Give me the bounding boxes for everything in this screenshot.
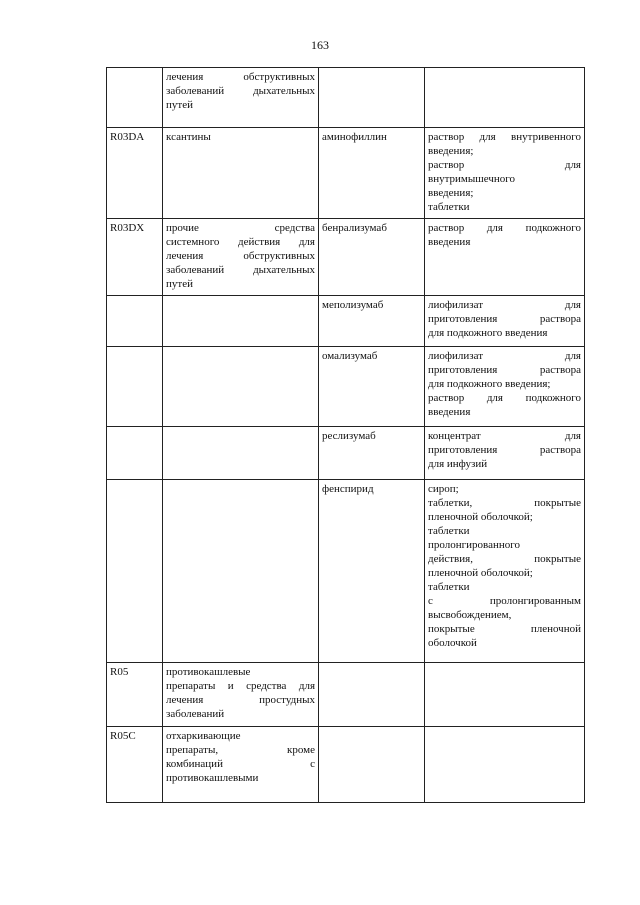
drug-name-cell: аминофиллин [319, 128, 425, 219]
dosage-form-line: введения; [428, 187, 474, 199]
table-row [107, 296, 585, 347]
group-name-line: путей [166, 278, 193, 290]
dosage-form-line: высвобождением, [428, 609, 512, 621]
group-name-cell [163, 347, 319, 427]
drug-name-cell: бенрализумаб [319, 219, 425, 296]
atc-code-cell: R05C [107, 727, 163, 803]
dosage-forms-cell [425, 128, 585, 219]
dosage-form-line: таблетки, покрытые [428, 497, 581, 509]
dosage-forms-cell [425, 663, 585, 727]
dosage-form-line: внутримышечного [428, 173, 515, 185]
dosage-form-line: таблетки [428, 525, 470, 537]
group-name-line: заболеваний [166, 708, 225, 720]
dosage-form-line: сироп; [428, 483, 459, 495]
page-number: 163 [311, 38, 329, 52]
atc-code-cell [107, 427, 163, 480]
group-name-cell [163, 296, 319, 347]
dosage-forms-cell [425, 296, 585, 347]
table-row [107, 128, 585, 219]
dosage-forms-cell [425, 727, 585, 803]
drug-name-cell: фенспирид [319, 480, 425, 663]
group-name-cell [163, 427, 319, 480]
group-name-line: заболеваний дыхательных [166, 85, 315, 97]
group-name-cell [163, 480, 319, 663]
drug-name-cell [319, 727, 425, 803]
dosage-form-line: покрытые пленочной [428, 623, 581, 635]
dosage-form-line: таблетки [428, 581, 470, 593]
group-name-line: заболеваний дыхательных [166, 264, 315, 276]
group-name-cell [163, 727, 319, 803]
group-name-line: противокашлевыми [166, 772, 259, 784]
drug-name-cell: омализумаб [319, 347, 425, 427]
group-name-line: путей [166, 99, 193, 111]
group-name-line: отхаркивающие [166, 730, 241, 742]
table-row [107, 68, 585, 128]
dosage-form-line: раствор для подкожного [428, 392, 581, 404]
dosage-form-line: приготовления раствора [428, 364, 581, 376]
dosage-form-line: для инфузий [428, 458, 488, 470]
dosage-form-line: лиофилизат для [428, 350, 581, 362]
group-name-cell [163, 68, 319, 128]
atc-code-cell: R03DX [107, 219, 163, 296]
dosage-form-line: введения [428, 236, 471, 248]
dosage-form-line: концентрат для [428, 430, 581, 442]
dosage-forms-cell [425, 68, 585, 128]
group-name-line: лечения обструктивных [166, 250, 315, 262]
drug-name-cell: реслизумаб [319, 427, 425, 480]
dosage-form-line: пленочной оболочкой; [428, 511, 533, 523]
dosage-form-line: таблетки [428, 201, 470, 213]
atc-code-cell [107, 296, 163, 347]
dosage-forms-cell [425, 427, 585, 480]
table-row [107, 480, 585, 663]
atc-code-cell [107, 480, 163, 663]
dosage-form-line: с пролонгированным [428, 595, 581, 607]
dosage-form-line: раствор для внутривенного [428, 131, 581, 143]
table-row [107, 219, 585, 296]
group-name-line: лечения обструктивных [166, 71, 315, 83]
group-name-line: лечения простудных [166, 694, 315, 706]
drug-name-cell [319, 68, 425, 128]
atc-code-cell: R03DA [107, 128, 163, 219]
dosage-form-line: раствор для подкожного [428, 222, 581, 234]
drug-name-cell: меполизумаб [319, 296, 425, 347]
dosage-form-line: для подкожного введения; [428, 378, 551, 390]
group-name-line: препараты, кроме [166, 744, 315, 756]
dosage-form-line: пролонгированного [428, 539, 520, 551]
group-name-cell [163, 219, 319, 296]
table-row [107, 347, 585, 427]
dosage-form-line: приготовления раствора [428, 313, 581, 325]
atc-code-cell: R05 [107, 663, 163, 727]
drug-name-cell [319, 663, 425, 727]
dosage-form-line: оболочкой [428, 637, 477, 649]
atc-code-cell [107, 347, 163, 427]
dosage-form-line: введения [428, 406, 471, 418]
group-name-line: прочие средства [166, 222, 315, 234]
group-name-cell [163, 663, 319, 727]
dosage-form-line: для подкожного введения [428, 327, 548, 339]
dosage-forms-cell [425, 347, 585, 427]
group-name-cell [163, 128, 319, 219]
atc-code-cell [107, 68, 163, 128]
group-name-line: системного действия для [166, 236, 315, 248]
dosage-form-line: раствор для [428, 159, 581, 171]
table-row [107, 727, 585, 803]
table-row [107, 663, 585, 727]
dosage-forms-cell [425, 480, 585, 663]
dosage-form-line: пленочной оболочкой; [428, 567, 533, 579]
group-name-line: комбинаций с [166, 758, 315, 770]
dosage-form-line: лиофилизат для [428, 299, 581, 311]
group-name-line: ксантины [166, 131, 211, 143]
group-name-line: противокашлевые [166, 666, 251, 678]
dosage-form-line: приготовления раствора [428, 444, 581, 456]
dosage-form-line: введения; [428, 145, 474, 157]
drug-classification-table [106, 67, 585, 803]
table-row [107, 427, 585, 480]
dosage-form-line: действия, покрытые [428, 553, 581, 565]
group-name-line: препараты и средства для [166, 680, 315, 692]
dosage-forms-cell [425, 219, 585, 296]
